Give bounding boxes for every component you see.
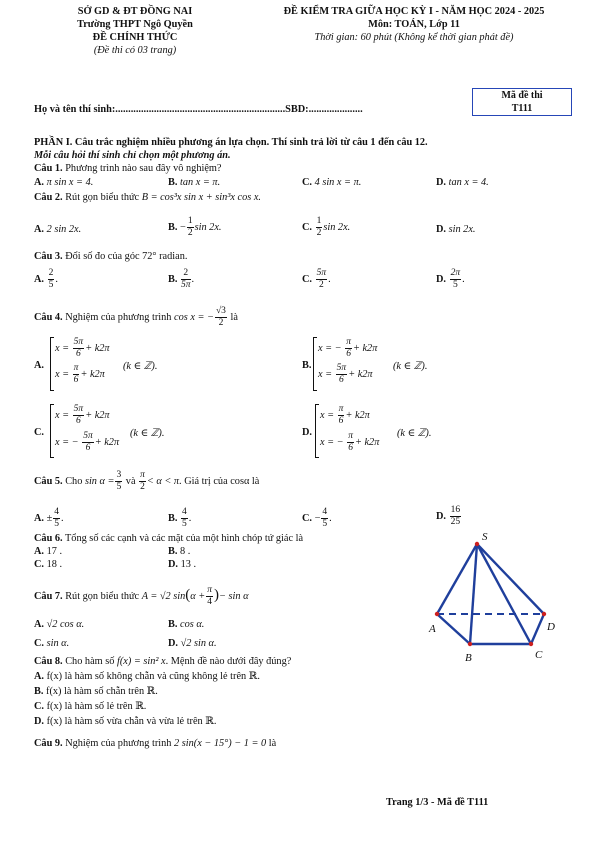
q4-option-a-brace: [50, 337, 54, 391]
exam-code-box: [472, 88, 572, 116]
q7-option-a: A. √2 cos α.: [34, 619, 85, 630]
q1-option-b: B. tan x = π.: [168, 177, 221, 188]
page-footer: Trang 1/3 - Mã đề T111: [386, 797, 489, 808]
edge-sd: [477, 544, 544, 614]
time-line: Thời gian: 60 phút (Không kể thời gian phát đề): [314, 32, 514, 43]
q4-option-b-line1: x = − $\frac{\pi}{6}$ + k2π: [318, 337, 378, 359]
q5-option-c: C. − $\frac{4}{5}$ .: [302, 507, 332, 529]
q8-option-c: C. f(x) là hàm số lẻ trên ℝ.: [34, 701, 147, 712]
label-b: B: [465, 652, 472, 664]
q4-option-d-brace: [315, 404, 319, 458]
label-a: A: [429, 623, 436, 635]
q4-option-a-label: A.: [34, 360, 45, 371]
q3-option-c: C. $\frac{5\pi}{2}$ .: [302, 268, 331, 290]
q4-option-b-brace: [313, 337, 317, 391]
student-info-line: Họ và tên thí sinh:..................................................................SBD:.....................: [34, 104, 363, 115]
vertex-s: [475, 542, 479, 546]
official-label: ĐỀ CHÍNH THỨC: [92, 32, 178, 43]
q2-expression: B = cos³x sin x + sin³x cos x.: [141, 192, 261, 203]
page-count-note: (Đề thi có 03 trang): [93, 45, 177, 56]
q2-option-d: D. sin 2x.: [436, 224, 476, 235]
vertex-c: [529, 642, 533, 646]
exam-code-label: Mã đề thi: [501, 90, 543, 101]
q2-stem: Câu 2. Rút gọn biểu thức B = cos³x sin x + sin³x cos x.: [34, 192, 261, 203]
q1-option-a: A. π sin x = 4.: [34, 177, 94, 188]
edge-sa: [437, 544, 477, 614]
q7-option-b: B. cos α.: [168, 619, 205, 630]
subject-line: Môn: TOÁN, Lớp 11: [368, 19, 460, 30]
q4-option-a-cond: (k ∈ ℤ).: [123, 361, 158, 372]
q4-option-c-cond: (k ∈ ℤ).: [130, 428, 165, 439]
q3-option-d: D. $\frac{2\pi}{5}$ .: [436, 268, 465, 290]
part1-note: Mỗi câu hỏi thí sinh chỉ chọn một phương án.: [34, 150, 231, 161]
label-c: C: [535, 649, 543, 661]
q3-option-a: A. $\frac{2}{5}$ .: [34, 268, 58, 290]
department-name: SỞ GD & ĐT ĐỒNG NAI: [77, 6, 193, 17]
q5-option-b: B. $\frac{4}{5}$ .: [168, 507, 192, 529]
q6-option-d: D. 13 .: [168, 559, 197, 570]
q7-option-d: D. √2 sin α.: [168, 638, 217, 649]
q4-option-c-line1: x = $\frac{5\pi}{6}$ + k2π: [55, 404, 110, 426]
vertex-d: [542, 612, 546, 616]
q4-option-b-label: B.: [302, 360, 312, 371]
q8-option-d: D. f(x) là hàm số vừa chẵn và vừa lẻ trên ℝ.: [34, 716, 217, 727]
school-name: Trường THPT Ngô Quyền: [77, 19, 193, 30]
q4-option-d-cond: (k ∈ ℤ).: [397, 428, 432, 439]
q5-stem: Câu 5. Cho sin α = $\frac{3}{5}$ và $\frac{\pi}{2}$ < α < π. Giá trị của cosα là: [34, 470, 260, 492]
q9-stem: Câu 9. Nghiệm của phương trình 2 sin(x − 15°) − 1 = 0 là: [34, 738, 277, 749]
q3-option-b: B. $\frac{2}{5\pi}$ .: [168, 268, 195, 290]
q4-option-d-line1: x = $\frac{\pi}{6}$ + k2π: [320, 404, 370, 426]
q8-option-b: B. f(x) là hàm số chẵn trên ℝ.: [34, 686, 158, 697]
vertex-a: [435, 612, 439, 616]
q8-stem: Câu 8. Cho hàm số f(x) = sin² x. Mệnh đề nào dưới đây đúng?: [34, 656, 292, 667]
q1-label: Câu 1.: [34, 163, 63, 174]
q4-option-b-cond: (k ∈ ℤ).: [393, 361, 428, 372]
q4-option-d-label: D.: [302, 427, 313, 438]
q4-option-c-line2: x = − $\frac{5\pi}{6}$ + k2π: [55, 431, 120, 453]
pyramid-figure: [425, 528, 560, 668]
q3-stem: Câu 3. Đổi số đo của góc 72° radian.: [34, 251, 188, 262]
exam-title: ĐỀ KIỂM TRA GIỮA HỌC KỲ I - NĂM HỌC 2024 - 2025: [283, 6, 545, 17]
label-d: D: [547, 621, 555, 633]
edge-sb: [470, 544, 477, 644]
q5-option-a: A. ± $\frac{4}{5}$ .: [34, 507, 64, 529]
q4-option-a-line2: x = $\frac{\pi}{6}$ + k2π: [55, 363, 105, 385]
q6-option-a: A. 17 .: [34, 546, 63, 557]
q4-option-d-line2: x = − $\frac{\pi}{6}$ + k2π: [320, 431, 380, 453]
edge-ab: [437, 614, 470, 644]
q4-option-b-line2: x = $\frac{5\pi}{6}$ + k2π: [318, 363, 373, 385]
q1-option-c: C. 4 sin x = π.: [302, 177, 362, 188]
q6-stem: Câu 6. Tổng số các cạnh và các mặt của một hình chóp tứ giác là: [34, 533, 304, 544]
q6-option-c: C. 18 .: [34, 559, 63, 570]
q2-option-a: A. 2 sin 2x.: [34, 224, 82, 235]
edge-sc: [477, 544, 531, 644]
q2-option-b: B. − $\frac{1}{2}$ sin 2x.: [168, 216, 222, 238]
q5-option-d: D. $\frac{16}{25}$: [436, 505, 461, 527]
q4-option-c-brace: [50, 404, 54, 458]
q7-option-c: C. sin α.: [34, 638, 70, 649]
q2-option-c: C. $\frac{1}{2}$ sin 2x.: [302, 216, 351, 238]
vertex-b: [468, 642, 472, 646]
q4-option-a-line1: x = $\frac{5\pi}{6}$ + k2π: [55, 337, 110, 359]
q1-stem: [34, 163, 222, 174]
exam-code: T111: [511, 103, 533, 114]
q1-text: Phương trình nào sau đây vô nghiệm?: [65, 163, 222, 174]
edge-cd: [531, 614, 544, 644]
q4-stem: Câu 4. Nghiệm của phương trình cos x = − $\frac{√3}{2}$ là: [34, 306, 238, 328]
label-s: S: [482, 531, 488, 543]
q7-stem: Câu 7. Rút gọn biểu thức A = √2 sin(α + $\frac{\pi}{4}$ )− sin α: [34, 585, 249, 607]
part1-title: PHẦN I. Câu trắc nghiệm nhiều phương án lựa chọn. Thí sinh trả lời từ câu 1 đến câu 12.: [34, 137, 428, 148]
q6-option-b: B. 8 .: [168, 546, 191, 557]
q8-option-a: A. f(x) là hàm số không chẵn và cũng không lẻ trên ℝ.: [34, 671, 260, 682]
q4-option-c-label: C.: [34, 427, 45, 438]
q1-option-d: D. tan x = 4.: [436, 177, 489, 188]
